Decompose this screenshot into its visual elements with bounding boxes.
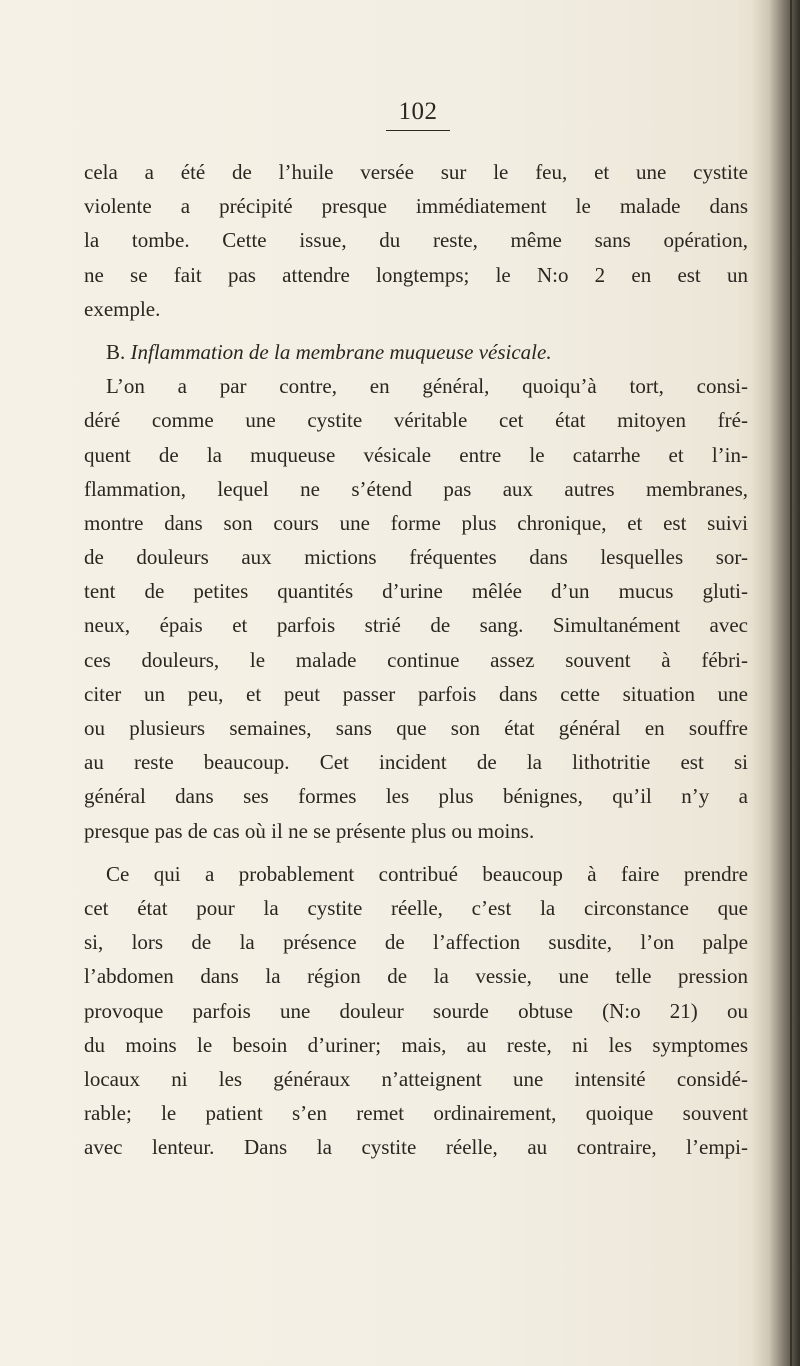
- text-line: montre dans son cours une forme plus chronique, et est suivi: [84, 510, 748, 535]
- paragraph-gap: [84, 848, 748, 857]
- text-line: provoque parfois une douleur sourde obtuse (N:o 21) ou: [84, 998, 748, 1023]
- text-line: citer un peu, et peut passer parfois dans cette situation une: [84, 681, 748, 706]
- page-number-underline: [386, 130, 450, 131]
- section-title: Inflammation de la membrane muqueuse vésicale.: [130, 339, 552, 364]
- text-line: flammation, lequel ne s’étend pas aux autres membranes,: [84, 476, 748, 501]
- page-number: 102: [398, 98, 438, 125]
- text-line: rable; le patient s’en remet ordinairement, quoique souvent: [84, 1101, 748, 1126]
- text-line: l’abdomen dans la région de la vessie, une telle pression: [84, 964, 748, 989]
- text-line: du moins le besoin d’uriner; mais, au reste, ni les symptomes: [84, 1032, 748, 1057]
- text-line: tent de petites quantités d’urine mêlée d’un mucus gluti-: [84, 579, 748, 604]
- section-label: B.: [106, 339, 126, 364]
- text-line: violente a précipité presque immédiatement le malade dans: [84, 194, 748, 219]
- text-line: locaux ni les généraux n’atteignent une intensité considé-: [84, 1066, 748, 1091]
- text-line: au reste beaucoup. Cet incident de la lithotritie est si: [84, 750, 748, 775]
- text-line: ou plusieurs semaines, sans que son état général en souffre: [84, 716, 748, 740]
- text-line: de douleurs aux mictions fréquentes dans lesquelles sor-: [84, 545, 748, 570]
- body-text: [84, 155, 748, 1164]
- text-line: si, lors de la présence de l’affection susdite, l’on palpe: [84, 930, 748, 955]
- text-line: avec lenteur. Dans la cystite réelle, au contraire, l’empi-: [84, 1135, 748, 1160]
- text-line: quent de la muqueuse vésicale entre le catarrhe et l’in-: [84, 442, 748, 467]
- text-line: Ce qui a probablement contribué beaucoup à faire prendre: [106, 861, 748, 886]
- text-line: exemple.: [84, 296, 161, 321]
- text-line: ces douleurs, le malade continue assez souvent à fébri-: [84, 647, 748, 672]
- text-line: presque pas de cas où il ne se présente plus ou moins.: [84, 818, 535, 843]
- page-edge-line: [790, 0, 792, 1366]
- text-line: déré comme une cystite véritable cet état mitoyen fré-: [84, 408, 748, 433]
- text-line: neux, épais et parfois strié de sang. Simultanément avec: [84, 613, 748, 638]
- section-heading: [84, 335, 748, 369]
- page-binding-shadow: [752, 0, 800, 1366]
- text-line: cet état pour la cystite réelle, c’est la circonstance que: [84, 895, 748, 920]
- text-line: ne se fait pas attendre longtemps; le N:o 2 en est un: [84, 262, 748, 287]
- text-line: cela a été de l’huile versée sur le feu, et une cystite: [84, 160, 748, 184]
- text-line: la tombe. Cette issue, du reste, même sans opération,: [84, 228, 748, 253]
- text-line: général dans ses formes les plus bénignes, qu’il n’y a: [84, 784, 748, 809]
- text-line: L’on a par contre, en général, quoiqu’à tort, consi-: [106, 374, 748, 399]
